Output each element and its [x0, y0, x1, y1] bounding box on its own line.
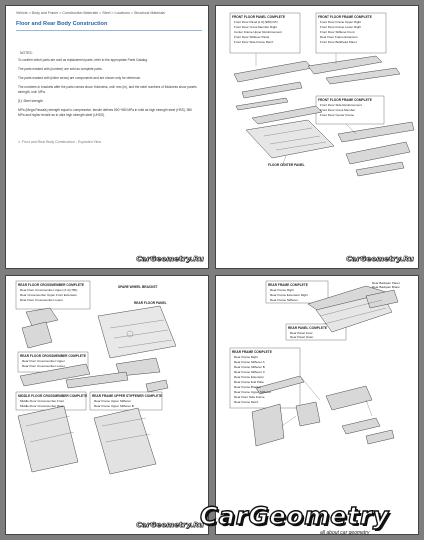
diagram-label: Front Floor Side Frame Reinf. [234, 40, 274, 44]
diagram-label: Rear Frame Stiffener C [234, 370, 265, 374]
diagram-label: Middle Floor Crossmember Front [20, 399, 65, 403]
diagram-label: Rear Frame Reinf. [234, 400, 259, 404]
diagram-label: Rear Floor Crossmember Upper [1.4] (780) [20, 288, 78, 292]
note-item: To confirm which parts are sold as replacement parts, refer to the appropriate Parts Catalog. [18, 58, 148, 62]
diagram-label: Rear Frame Extension Right [270, 293, 308, 297]
note-item: The parts marked with (number) are sold as complete parts. [18, 67, 103, 71]
diagram-label: Rear Frame Upper Stiffener [94, 399, 131, 403]
diagram-label: Front Floor Cross Member [320, 108, 356, 112]
notes-heading: NOTES: [20, 51, 33, 55]
diagram-label: FRONT FLOOR FRAME COMPLETE [318, 15, 372, 19]
diagram-label: Rear Frame Stiffener B [234, 365, 265, 369]
diagram-label: FLOOR CENTER PANEL [268, 163, 305, 167]
diagram-label: REAR FRAME UPPER STIFFENER COMPLETE [92, 394, 163, 398]
breadcrumb: Vehicle > Body and Frame > Construction Materials > Steel > Locations > Structural Materials [16, 11, 165, 15]
diagram-label: Front Floor Panel [1.0] (980) P/N [234, 20, 278, 24]
diagram-label: Rear Panel Inner [290, 331, 313, 335]
note-item: The numbers in brackets after the parts names show: thickness, unit: mm (in), and the steel numbers of thickness show panels strength, unit: MPa. [18, 85, 197, 94]
diagram-label: Front Floor Bulkhead Panel [320, 40, 357, 44]
note-item: MPa (Mega Pascals) strength equal to compressive, tensile defines 590~980 MPa in mild as high strength steel (HSS), 980 MPa and higher tensile as in ultra high strength steel (UHSS). [18, 108, 192, 117]
front-floor-diagram [216, 6, 419, 269]
diagram-label: Rear Floor Crossmember Lower [22, 364, 65, 368]
diagram-label: Rear Frame Bracket [234, 385, 262, 389]
diagram-label: Rear Floor Crossmember Lower [20, 298, 63, 302]
diagram-label: Rear Frame Extension [234, 375, 265, 379]
diagram-label: Rear Floor Side Frame [234, 395, 265, 399]
note-item: [1]: Steel strength [18, 99, 43, 103]
page-title: Floor and Rear Body Construction [16, 21, 202, 31]
rear-frame-diagram [216, 276, 419, 535]
diagram-label: Rear Floor Crossmember Upper [22, 359, 65, 363]
diagram-label: REAR FLOOR PANEL [134, 301, 167, 305]
manual-page-diagram-front-floor [215, 5, 419, 269]
diagram-label: Rear Backpan Panel [372, 281, 400, 285]
diagram-label: FRONT FLOOR FRAME COMPLETE [318, 98, 372, 102]
note-item: The parts marked with (inline arrow) are components and are shown only for reference. [18, 76, 141, 80]
diagram-label: Rear Frame Stiffener [270, 298, 298, 302]
watermark-logo-large: CarGeometry [200, 502, 390, 530]
diagram-label: Center Frame Upper Reinforcement [234, 30, 282, 34]
watermark-logo: CarGeometry.Ru [136, 254, 204, 263]
diagram-label: Front Floor Side Reinforcement [320, 103, 362, 107]
diagram-label: Front Floor Stiffener Front [320, 30, 355, 34]
diagram-label: Rear Frame Upper Stiffener [234, 390, 271, 394]
diagram-label: REAR PANEL COMPLETE [288, 326, 328, 330]
diagram-label: Front Floor Center Frame [320, 113, 355, 117]
diagram-label: Rear Frame Stiffener A [234, 360, 265, 364]
manual-page-diagram-rear-frame [215, 275, 419, 535]
diagram-label: MIDDLE FLOOR CROSSMEMBER COMPLETE [18, 394, 88, 398]
section-subtitle: 1. Floor and Rear Body Construction - Exploded View [18, 140, 102, 144]
diagram-label: SPARE WHEEL BRACKET [118, 285, 158, 289]
diagram-label: Rear Floor Frame Extension [320, 35, 358, 39]
diagram-label: Rear Frame Upper Stiffener B [94, 404, 134, 408]
watermark-tagline: all about car geometry [320, 530, 370, 536]
diagram-label: Rear Backpan Brace [372, 285, 400, 289]
diagram-label: Rear Crossmember Upper Front Extension [20, 293, 78, 297]
diagram-label: Front Floor Stiffener Panel [234, 35, 270, 39]
diagram-label: Rear Frame Right [270, 288, 294, 292]
diagram-label: Front Floor Frame Lower Right [320, 25, 362, 29]
diagram-label: Front Floor Cross Member Right [234, 25, 278, 29]
diagram-label: Middle Floor Crossmember Rear [20, 404, 64, 408]
diagram-label: Rear Panel Outer [290, 335, 314, 339]
diagram-label: REAR FRAME COMPLETE [268, 283, 308, 287]
rear-floor-diagram [6, 276, 209, 535]
diagram-label: Rear Frame End Plate [234, 380, 264, 384]
diagram-label: FRONT FLOOR PANEL COMPLETE [232, 15, 286, 19]
manual-page-diagram-rear-floor [5, 275, 209, 535]
diagram-label: REAR FLOOR CROSSMEMBER COMPLETE [18, 283, 85, 287]
manual-page-text [5, 5, 209, 269]
diagram-label: Front Floor Frame Upper Right [320, 20, 362, 24]
watermark-logo: CarGeometry.Ru [136, 520, 204, 529]
diagram-label: REAR FRAME COMPLETE [232, 350, 272, 354]
diagram-label: Rear Frame Right [234, 355, 258, 359]
watermark-logo: CarGeometry.Ru [346, 254, 414, 263]
diagram-label: REAR FLOOR CROSSMEMBER COMPLETE [20, 354, 87, 358]
